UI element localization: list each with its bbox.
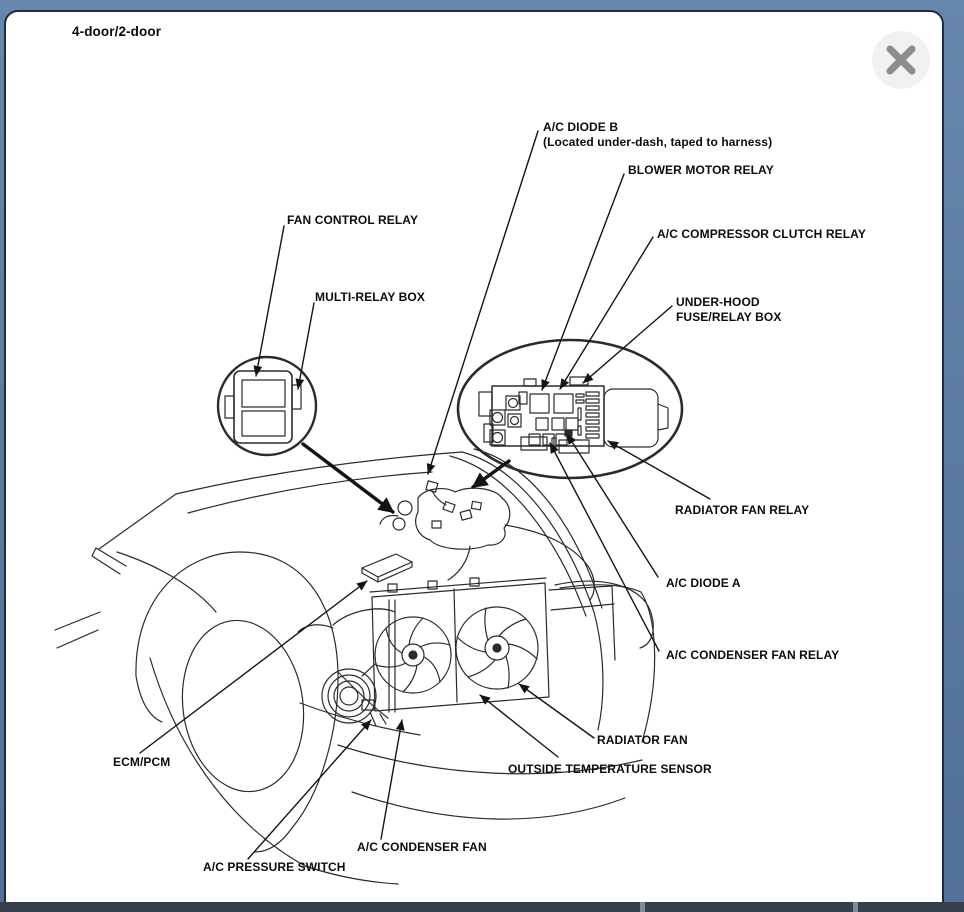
label-ac-pressure-switch: A/C PRESSURE SWITCH [203,860,346,874]
label-ac-diode-b [543,120,772,150]
label-outside-temperature-sensor: OUTSIDE TEMPERATURE SENSOR [508,762,712,776]
page-title: 4-door/2-door [72,24,162,39]
label-blower-motor-relay: BLOWER MOTOR RELAY [628,163,774,177]
label-ac-diode-b-line2: (Located under-dash, taped to harness) [543,135,773,149]
label-ac-condenser-fan-relay: A/C CONDENSER FAN RELAY [666,648,840,662]
label-ac-condenser-fan: A/C CONDENSER FAN [357,840,487,854]
label-ecm-pcm: ECM/PCM [113,755,171,769]
label-radiator-fan: RADIATOR FAN [597,733,688,747]
label-under-hood-fuse-relay-box [676,295,781,325]
label-under-hood-line1: UNDER-HOOD [676,295,760,309]
ecm-pcm-module [362,554,412,582]
bottom-bar [0,902,964,912]
label-ac-compressor-clutch-relay: A/C COMPRESSOR CLUTCH RELAY [657,227,866,241]
label-ac-diode-b-line1: A/C DIODE B [543,120,619,134]
leader-lines [140,131,710,859]
label-under-hood-line2: FUSE/RELAY BOX [676,310,782,324]
car-body-outline [55,449,655,884]
fuse-relay-box-detail [458,340,682,478]
label-ac-diode-a: A/C DIODE A [666,576,741,590]
bottom-bar-separator [640,902,645,912]
bottom-bar-separator [853,902,858,912]
close-icon [872,31,930,89]
label-radiator-fan-relay: RADIATOR FAN RELAY [675,503,810,517]
label-multi-relay-box: MULTI-RELAY BOX [315,290,425,304]
close-button[interactable] [872,31,930,89]
label-fan-control-relay: FAN CONTROL RELAY [287,213,419,227]
